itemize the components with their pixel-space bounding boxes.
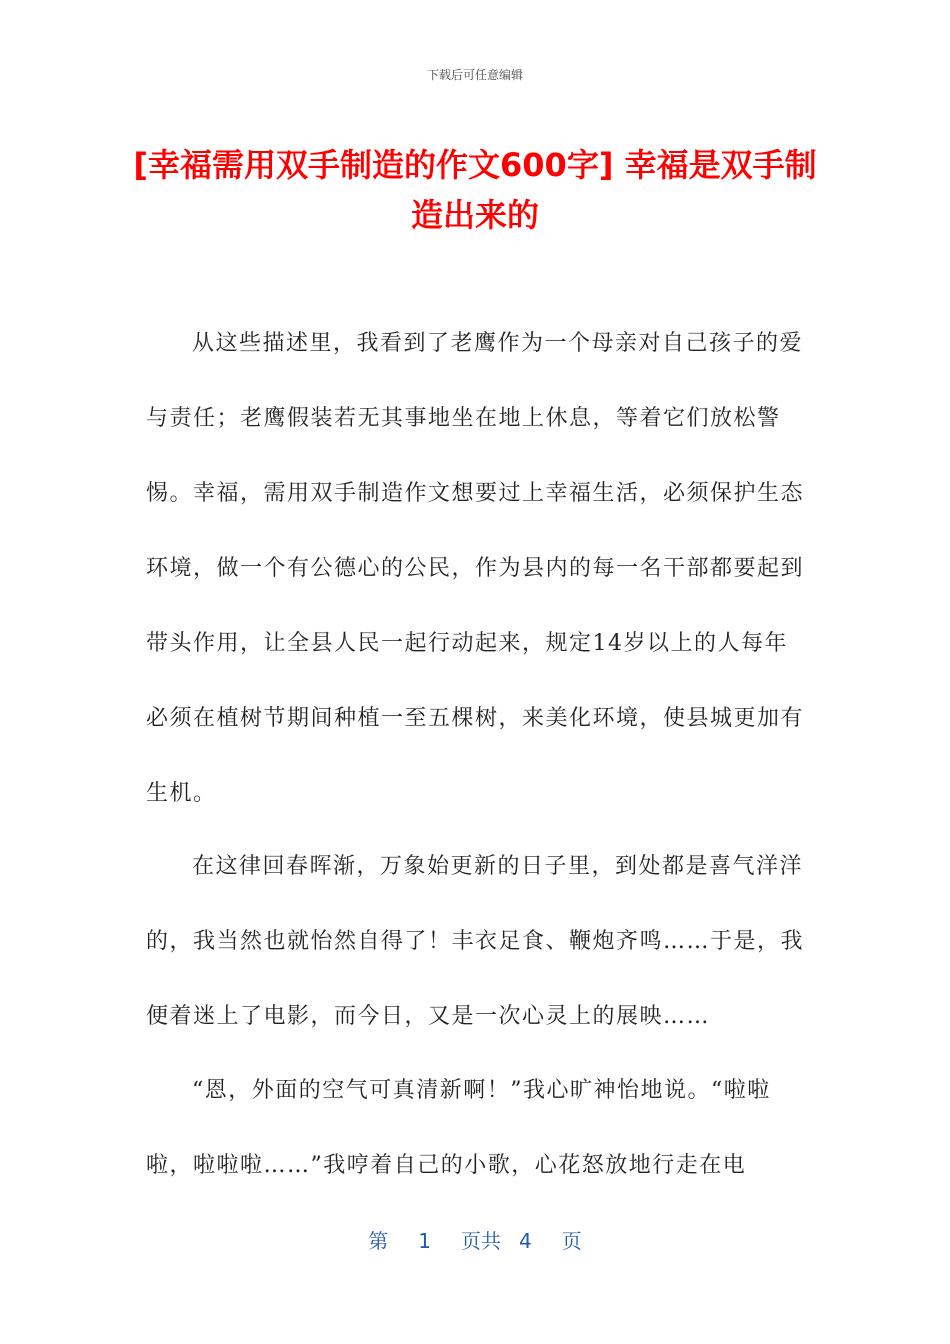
body-paragraph: “恩，外面的空气可真清新啊！”我心旷神怡地说。“啦啦啦，啦啦啦……”我哼着自己的小歌，心花怒放地行走在电 (146, 1078, 771, 1178)
footer-prefix: 第 (368, 1229, 389, 1253)
footer-middle: 页共 (461, 1229, 501, 1253)
body-paragraph: 从这些描述里，我看到了老鹰作为一个母亲对自己孩子的爱与责任；老鹰假装若无其事地坐在地上休息，等着它们放松警惕。幸福，需用双手制造作文想要过上幸福生活，必须保护生态环境，做一个有公德心的公民，作为县内的每一名干部都要起到带头作用，让全县人民一起行动起来，规定14岁以上的人每年必须在植树节期间种植一至五棵树，来美化环境，使县城更加有生机。 (146, 331, 805, 806)
footer-suffix: 页 (561, 1229, 582, 1253)
header-note: 下载后可任意编辑 (426, 68, 523, 82)
total-pages-number: 4 (519, 1229, 532, 1253)
current-page-number: 1 (418, 1229, 431, 1253)
body-paragraph: 在这律回春晖渐，万象始更新的日子里，到处都是喜气洋洋的，我当然也就怡然自得了！丰衣足食、鞭炮齐鸣……于是，我便着迷上了电影，而今日，又是一次心灵上的展映…… (146, 854, 805, 1029)
page-footer (0, 1225, 950, 1254)
document-title: [幸福需用双手制造的作文600字] 幸福是双手制造出来的 (133, 146, 817, 234)
